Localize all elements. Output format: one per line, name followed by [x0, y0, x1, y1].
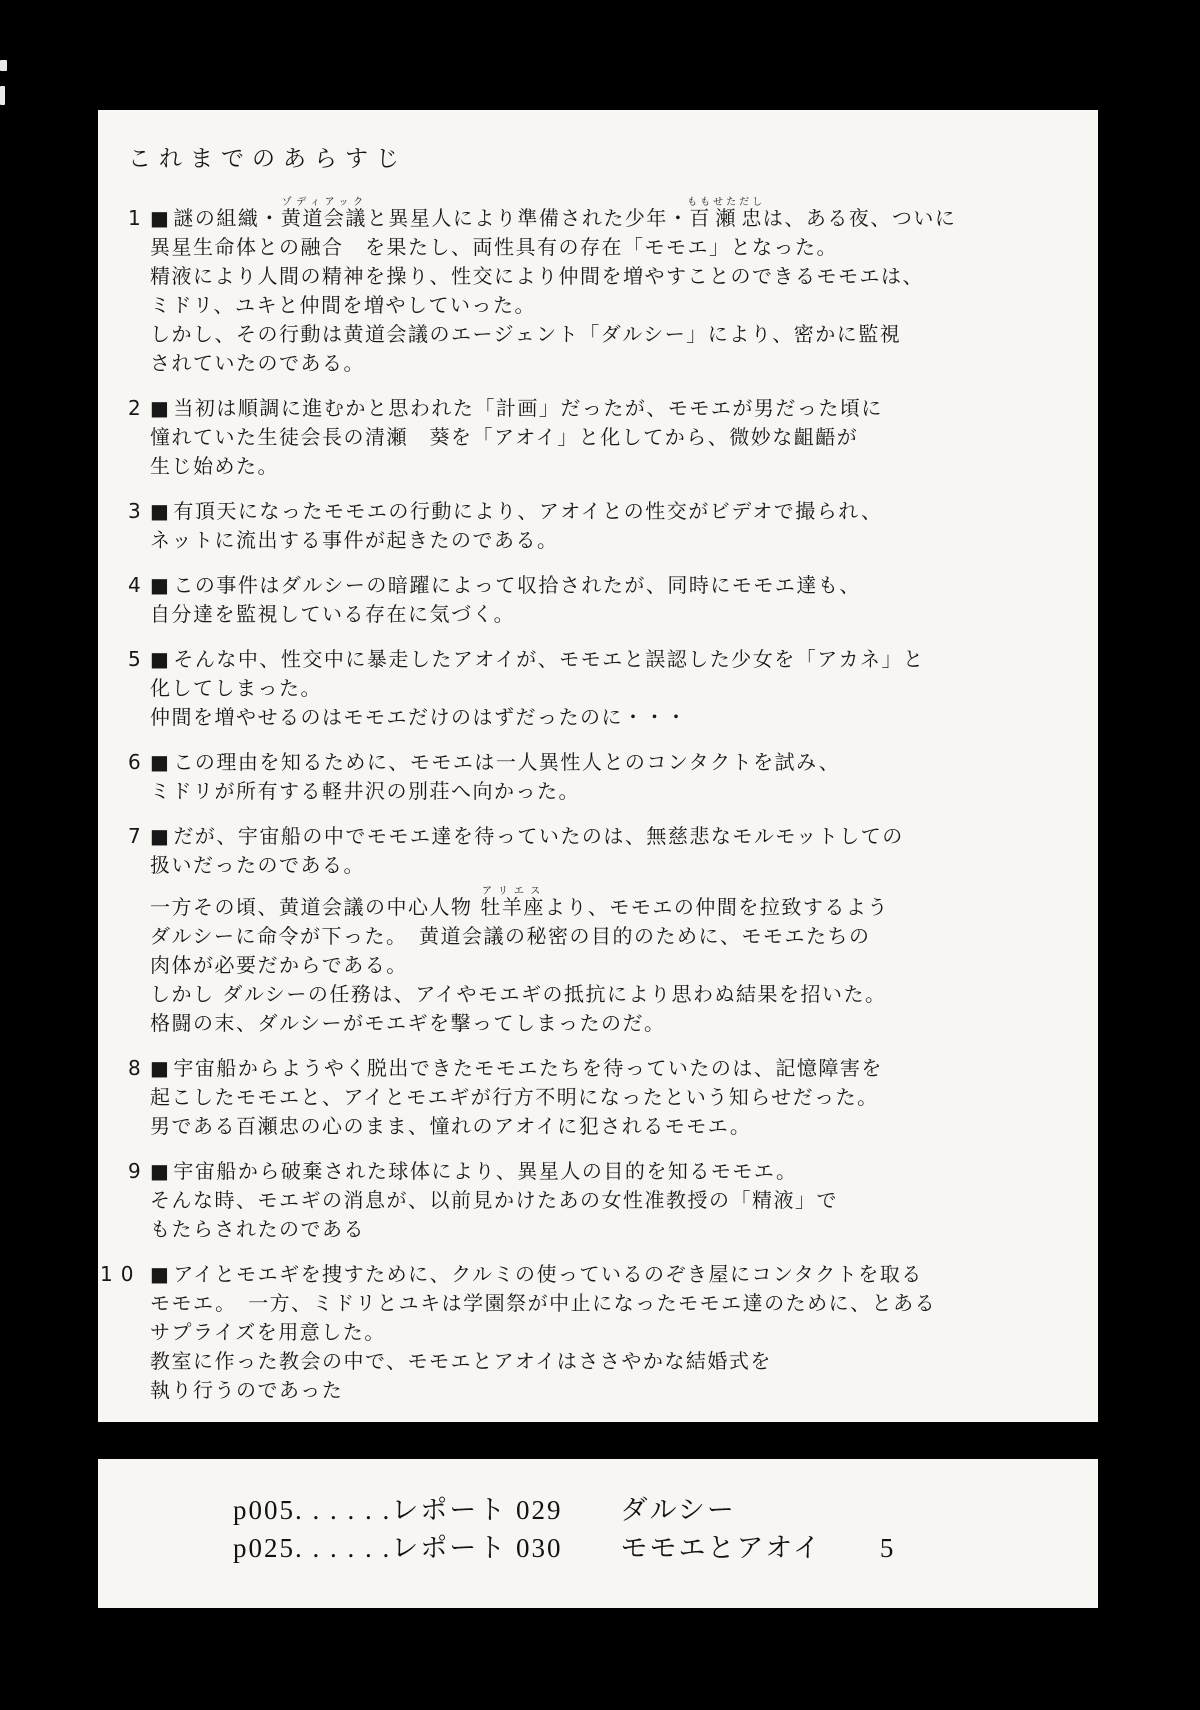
synopsis-item [128, 394, 1072, 481]
item-number: 2 [128, 396, 143, 420]
synopsis-item [128, 748, 1072, 806]
text-line: 7 ■ だが、宇宙船の中でモモエ達を待っていたのは、無慈悲なモルモットしての [150, 822, 1072, 851]
text-line: 男である百瀬忠の心のまま、憧れのアオイに犯されるモモエ。 [150, 1114, 752, 1138]
ruby-reading: ゾディアック [280, 197, 367, 208]
text-line: 5 ■ そんな中、性交中に暴走したアオイが、モモエと誤認した少女を「アカネ」と [150, 645, 1072, 674]
text-line: ミドリ、ユキと仲間を増やしていった。 [150, 293, 536, 317]
text-line: しかし、その行動は黄道会議のエージェント「ダルシー」により、密かに監視 [150, 322, 902, 346]
text-line: 生じ始めた。 [150, 454, 279, 478]
text-line: サプライズを用意した。 [150, 1320, 386, 1344]
item-bullet-square: ■ [150, 647, 171, 671]
text-line: 執り行うのであった [150, 1378, 344, 1402]
item-number: 7 [128, 824, 143, 848]
toc-row: p025. . . . . .レポート 030 モモエとアオイ 5 [233, 1533, 896, 1563]
synopsis-list [100, 197, 1072, 1405]
item-bullet-square: ■ [150, 824, 171, 848]
toc-row: p005. . . . . .レポート 029 ダルシー [233, 1495, 736, 1525]
text-line: 自分達を監視している存在に気づく。 [150, 602, 516, 626]
text-line: 8 ■ 宇宙船からようやく脱出できたモモエたちを待っていたのは、記憶障害を [150, 1054, 1072, 1083]
text-line: 教室に作った教会の中で、モモエとアオイはささやかな結婚式を [150, 1349, 772, 1373]
text-line: 扱いだったのである。 [150, 853, 365, 877]
text-line: 一方その頃、黄道会議の中心人物 牡羊座アリエスより、モモエの仲間を拉致するよう [150, 886, 889, 919]
text-line: 10 ■ アイとモエギを捜すために、クルミの使っているのぞき屋にコンタクトを取る [150, 1260, 1072, 1289]
ruby-annotated-text: 黄道会議ゾディアック [280, 197, 367, 230]
scan-speck [0, 86, 5, 105]
ruby-annotated-text: 牡羊座アリエス [480, 886, 545, 919]
text-line: 精液により人間の精神を操り、性交により仲間を増やすことのできるモモエは、 [150, 264, 924, 288]
item-number: 5 [128, 647, 143, 671]
synopsis-item [128, 822, 1072, 1038]
item-number: 1 [128, 206, 143, 230]
item-bullet-square: ■ [150, 1056, 171, 1080]
synopsis-item [128, 1054, 1072, 1141]
item-number: 6 [128, 750, 143, 774]
text-line: 起こしたモモエと、アイとモエギが行方不明になったという知らせだった。 [150, 1085, 879, 1109]
text-line: 1 ■ 謎の組織・黄道会議ゾディアックと異星人により準備された少年・百瀬忠ももせただしは、ある夜、ついに [150, 197, 1072, 233]
text-line: 6 ■ この理由を知るために、モモエは一人異性人とのコンタクトを試み、 [150, 748, 1072, 777]
synopsis-item [128, 497, 1072, 555]
text-line: 格闘の末、ダルシーがモエギを撃ってしまったのだ。 [150, 1011, 666, 1035]
synopsis-item [128, 197, 1072, 378]
ruby-annotated-text: 百瀬忠ももせただし [687, 197, 766, 230]
page-title: これまでのあらすじ [128, 146, 407, 172]
item-bullet-square: ■ [150, 750, 171, 774]
item-number: 3 [128, 499, 143, 523]
synopsis-item [128, 571, 1072, 629]
text-line: 2 ■ 当初は順調に進むかと思われた「計画」だったが、モモエが男だった頃に [150, 394, 1072, 423]
synopsis-panel [98, 110, 1098, 1422]
text-line: ネットに流出する事件が起きたのである。 [150, 528, 559, 552]
synopsis-item [100, 1260, 1072, 1405]
item-bullet-square: ■ [150, 206, 171, 230]
synopsis-item [128, 645, 1072, 732]
text-line: 仲間を増やせるのはモモエだけのはずだったのに・・・ [150, 705, 688, 729]
ruby-reading: ももせただし [687, 197, 766, 208]
text-line: もたらされたのである [150, 1217, 365, 1241]
item-number: 9 [128, 1159, 143, 1183]
item-number: 10 [100, 1262, 142, 1286]
text-line: 肉体が必要だからである。 [150, 953, 408, 977]
item-number: 4 [128, 573, 143, 597]
text-line: 化してしまった。 [150, 676, 322, 700]
text-line: 異星生命体との融合 を果たし、両性具有の存在「モモエ」となった。 [150, 235, 838, 259]
toc-panel [98, 1459, 1098, 1608]
text-line: そんな時、モエギの消息が、以前見かけたあの女性准教授の「精液」で [150, 1188, 838, 1212]
item-bullet-square: ■ [150, 1262, 171, 1286]
toc-list [233, 1491, 1078, 1567]
text-line: 3 ■ 有頂天になったモモエの行動により、アオイとの性交がビデオで撮られ、 [150, 497, 1072, 526]
synopsis-item [128, 1157, 1072, 1244]
text-line: しかし ダルシーの任務は、アイやモエギの抵抗により思わぬ結果を招いた。 [150, 982, 887, 1006]
text-line: 憧れていた生徒会長の清瀬 葵を「アオイ」と化してから、微妙な齟齬が [150, 425, 859, 449]
scan-speck [0, 60, 7, 71]
item-bullet-square: ■ [150, 499, 171, 523]
text-line: モモエ。 一方、ミドリとユキは学園祭が中止になったモモエ達のために、とある [150, 1291, 937, 1315]
item-bullet-square: ■ [150, 1159, 171, 1183]
text-line: されていたのである。 [150, 351, 365, 375]
item-bullet-square: ■ [150, 396, 171, 420]
item-number: 8 [128, 1056, 143, 1080]
text-line: ミドリが所有する軽井沢の別荘へ向かった。 [150, 779, 580, 803]
text-line: 4 ■ この事件はダルシーの暗躍によって収拾されたが、同時にモモエ達も、 [150, 571, 1072, 600]
text-line: 9 ■ 宇宙船から破棄された球体により、異星人の目的を知るモモエ。 [150, 1157, 1072, 1186]
item-bullet-square: ■ [150, 573, 171, 597]
text-line: ダルシーに命令が下った。 黄道会議の秘密の目的のために、モモエたちの [150, 924, 871, 948]
ruby-reading: アリエス [480, 886, 545, 897]
